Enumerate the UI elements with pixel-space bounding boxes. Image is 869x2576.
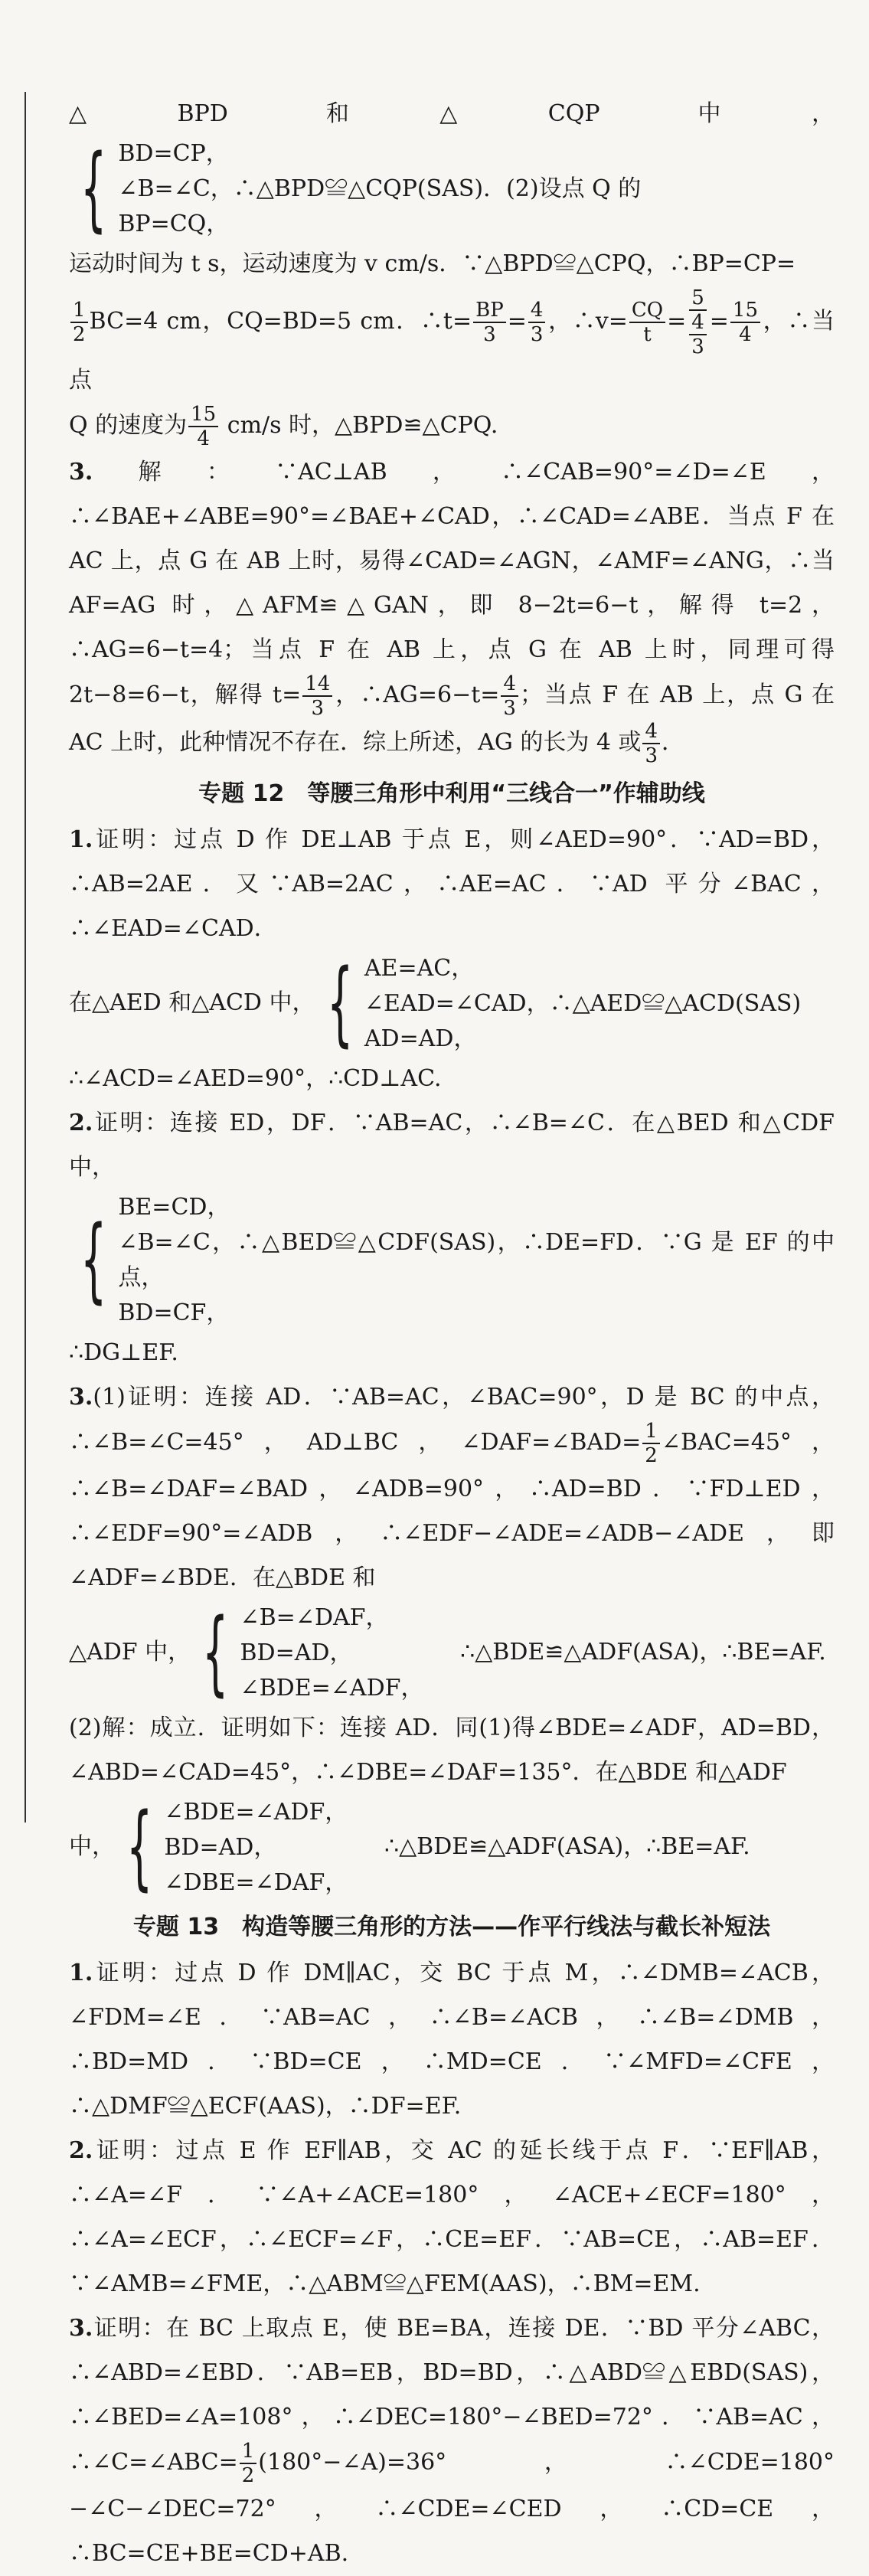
text: =: [667, 308, 687, 335]
denominator: 2: [73, 323, 86, 346]
equation-system: { AE=AC， ∠EAD=∠CAD，∴△AED≌△ACD(SAS) AD=AD，: [326, 950, 802, 1057]
equation-system: { ∠BDE=∠ADF， BD=AD， ∠DBE=∠DAF，: [126, 1794, 348, 1901]
fraction: [730, 299, 760, 346]
problem-number: 3.: [69, 459, 93, 485]
sys-line: ∠DBE=∠DAF，: [164, 1869, 348, 1896]
fraction: [501, 672, 518, 720]
section-heading-12: 专题 12 等腰三角形中利用“三线合一”作辅助线: [198, 780, 705, 807]
text: 证明：在 BC 上取点 E，使 BE=BA，连接 DE．∵BD 平分∠ABC，∴∠ABD=∠EBD．∵AB=EB，BD=BD，∴△ABD≌△EBD(SAS)，∴∠BED=∠A=108°，∴∠DEC=180°−∠BED=72°．∵AB=AC，∴∠C=∠ABC=: [69, 2315, 835, 2476]
fraction: [629, 299, 665, 346]
sys-line: ∠BDE=∠ADF，: [164, 1799, 348, 1826]
line-4: [69, 403, 835, 450]
section-heading-13: 专题 13 构造等腰三角形的方法——作平行线法与截长补短法: [132, 1914, 771, 1940]
text: =: [709, 308, 729, 335]
equation-system: { BE=CD， ∠B=∠C，∴△BED≌△CDF(SAS)，∴DE=FD．∵G 是 EF 的中点， BD=CF，: [69, 1190, 835, 1331]
numerator: 1: [240, 2440, 257, 2464]
numerator: 15: [188, 403, 218, 427]
line-1: [69, 92, 835, 242]
text: Q 的速度为: [69, 412, 188, 439]
fraction: [188, 403, 218, 450]
denominator: 3: [483, 323, 496, 346]
text: ；当点 F 在 AB 上，点 G 在 AC 上时，此种情况不存在．综上所述，AG 的长为 4 或: [69, 682, 835, 756]
equation-system: { BD=CP， ∠B=∠C，∴△BPD≌△CQP(SAS)．(2)设点 Q 的 BP=CQ，: [80, 136, 642, 242]
sys-line: BD=CF，: [118, 1299, 230, 1326]
text: ∴△BDE≌△ADF(ASA)，∴BE=AF.: [384, 1833, 750, 1860]
equation-system: { ∠B=∠DAF， BD=AD， ∠BDE=∠ADF，: [202, 1600, 424, 1706]
s12-problem-3-part2: (2)解：成立．证明如下：连接 AD．同(1)得∠BDE=∠ADF，AD=BD，∠ABD=∠CAD=45°，∴∠DBE=∠DAF=135°．在△BDE 和△ADF: [69, 1715, 835, 1786]
text: 中，: [69, 1833, 115, 1860]
s12-problem-3-system2: [69, 1795, 835, 1901]
text: 在△AED 和△ACD 中，: [69, 989, 315, 1016]
numerator: CQ: [629, 299, 665, 323]
text: ．: [662, 729, 685, 756]
text: BC=4 cm，CQ=BD=5 cm．∴t=: [89, 308, 472, 335]
denominator: 3: [530, 323, 544, 346]
s12-problem-1-end: ∴∠ACD=∠AED=90°，∴CD⊥AC.: [69, 1065, 442, 1092]
text: ，∴AG=6−t=: [334, 682, 500, 708]
denominator: 4: [739, 323, 752, 346]
numerator: 1: [642, 1420, 660, 1444]
s13-problem-1: [69, 1951, 835, 2129]
sys-line: BP=CQ，: [118, 211, 230, 237]
denominator: 3: [503, 697, 516, 720]
s12-problem-2: [69, 1101, 835, 1190]
numerator: 15: [730, 299, 760, 323]
problem-number: 1.: [69, 1960, 93, 1986]
fraction: [642, 1420, 660, 1467]
compound-fraction: [688, 286, 708, 358]
problem-number: 3.: [69, 2315, 93, 2342]
text: ∴△BDE≌△ADF(ASA)，∴BE=AF.: [460, 1639, 826, 1666]
text: 证明：过点 D 作 DM∥AC，交 BC 于点 M，∴∠DMB=∠ACB，∠FDM=∠E．∵AB=AC，∴∠B=∠ACB，∴∠B=∠DMB，∴BD=MD．∵BD=CE，∴MD=CE．∵∠MFD=∠CFE，∴△DMF≌△ECF(AAS)，∴DF=EF.: [69, 1960, 835, 2120]
text: △BPD 和△CQP 中，: [69, 100, 835, 127]
sys-line: BD=AD，: [240, 1639, 353, 1666]
text: 证明：过点 D 作 DE⊥AB 于点 E，则∠AED=90°．∵AD=BD，∴AB=2AE．又∵AB=2AC，∴AE=AC．∵AD 平分∠BAC，∴∠EAD=∠CAD．: [69, 826, 835, 942]
numerator: BP: [473, 299, 506, 323]
fraction: [642, 720, 660, 767]
fraction: [689, 311, 707, 358]
numerator: 5: [689, 286, 707, 311]
s12-problem-1-system: [69, 951, 835, 1057]
text: cm/s 时，△BPD≌△CPQ.: [220, 412, 498, 439]
denominator: 3: [691, 335, 704, 358]
text: =: [507, 308, 527, 335]
problem-3: [69, 450, 835, 767]
sys-line: ∠B=∠C，∴△BPD≌△CQP(SAS)．(2)设点 Q 的: [118, 175, 642, 202]
fraction: [528, 299, 546, 346]
sys-line: BD=AD，: [164, 1834, 277, 1861]
text: ，∴当点: [69, 308, 835, 394]
sys-line: ∠B=∠C，∴△BED≌△CDF(SAS)，∴DE=FD．∵G 是 EF 的中点，: [118, 1229, 835, 1291]
text: 解：∵AC⊥AB，∴∠CAB=90°=∠D=∠E，∴∠BAE+∠ABE=90°=∠BAE+∠CAD，∴∠CAD=∠ABE．当点 F 在 AC 上，点 G 在 AB 上时，易得∠CAD=∠AGN，∠AMF=∠ANG，∴当 AF=AG 时，△AFM≌△GAN，即 8−2t=6−t，解得 t=2，∴AG=6−t=4；当点 F 在 AB 上，点 G 在 AB 上时，同理可得 2t−8=6−t，解得 t=: [69, 459, 835, 708]
text: 证明：连接 ED，DF．∵AB=AC，∴∠B=∠C．在△BED 和△CDF 中，: [69, 1110, 835, 1181]
denominator: 3: [645, 744, 658, 767]
fraction: [70, 299, 88, 346]
text: ∠BAC=45°，∴∠B=∠DAF=∠BAD，∠ADB=90°，∴AD=BD．∵FD⊥ED，∴∠EDF=90°=∠ADB，∴∠EDF−∠ADE=∠ADB−∠ADE，即∠ADF=∠BDE．在△BDE 和: [69, 1429, 835, 1591]
fraction: [473, 299, 506, 346]
answer-content: [69, 92, 835, 2576]
denominator: 2: [241, 2464, 255, 2487]
text: (180°−∠A)=36°，∴∠CDE=180°−∠C−∠DEC=72°，∴∠CDE=∠CED，∴CD=CE，∴BC=CE+BE=CD+AB.: [69, 2449, 835, 2567]
s12-problem-3-system: [69, 1600, 835, 1706]
numerator: 4: [501, 672, 518, 697]
numerator: 1: [70, 299, 88, 323]
s12-problem-3: [69, 1375, 835, 1600]
text: ，∴v=: [547, 308, 628, 335]
problem-number: 2.: [69, 2137, 93, 2164]
sys-line: ∠EAD=∠CAD，∴△AED≌△ACD(SAS): [364, 990, 802, 1017]
fraction: [302, 672, 332, 720]
fraction: [240, 2440, 257, 2487]
line-3: [69, 286, 835, 403]
numerator: 4: [528, 299, 546, 323]
problem-number: 1.: [69, 826, 93, 853]
text: △ADF 中，: [69, 1639, 191, 1666]
denominator: t: [643, 323, 652, 346]
problem-number: 3.: [69, 1384, 93, 1411]
margin-rule: [25, 92, 26, 1822]
sys-line: ∠B=∠DAF，: [240, 1604, 389, 1631]
denominator: 4: [197, 427, 210, 450]
sys-line: BD=CP，: [118, 140, 229, 167]
s13-problem-2: [69, 2129, 835, 2306]
s12-problem-2-end: ∴DG⊥EF.: [69, 1339, 178, 1366]
text: (1)证明：连接 AD．∵AB=AC，∠BAC=90°，D 是 BC 的中点，∴∠B=∠C=45°，AD⊥BC，∠DAF=∠BAD=: [69, 1384, 835, 1456]
numerator: 14: [302, 672, 332, 697]
s12-problem-1: [69, 818, 835, 951]
sys-line: ∠BDE=∠ADF，: [240, 1675, 424, 1702]
numerator: 4: [642, 720, 660, 744]
line-2: 运动时间为 t s，运动速度为 v cm/s．∵△BPD≌△CPQ，∴BP=CP=: [69, 250, 796, 277]
sys-line: AE=AC，: [364, 955, 475, 982]
sys-line: AD=AD，: [364, 1025, 477, 1052]
s12-problem-2-system: [69, 1190, 835, 1331]
problem-number: 2.: [69, 1110, 93, 1136]
denominator: 3: [311, 697, 325, 720]
numerator: 4: [689, 311, 707, 335]
text: 证明：过点 E 作 EF∥AB，交 AC 的延长线于点 F．∵EF∥AB，∴∠A=∠F．∵∠A+∠ACE=180°，∠ACE+∠ECF=180°，∴∠A=∠ECF，∴∠ECF=∠F，∴CE=EF．∵AB=CE，∴AB=EF．∵∠AMB=∠FME，∴△ABM≌△FEM(AAS)，∴BM=EM.: [69, 2137, 835, 2297]
s13-problem-3: [69, 2306, 835, 2576]
denominator: 2: [645, 1444, 658, 1467]
sys-line: BE=CD，: [118, 1194, 230, 1221]
